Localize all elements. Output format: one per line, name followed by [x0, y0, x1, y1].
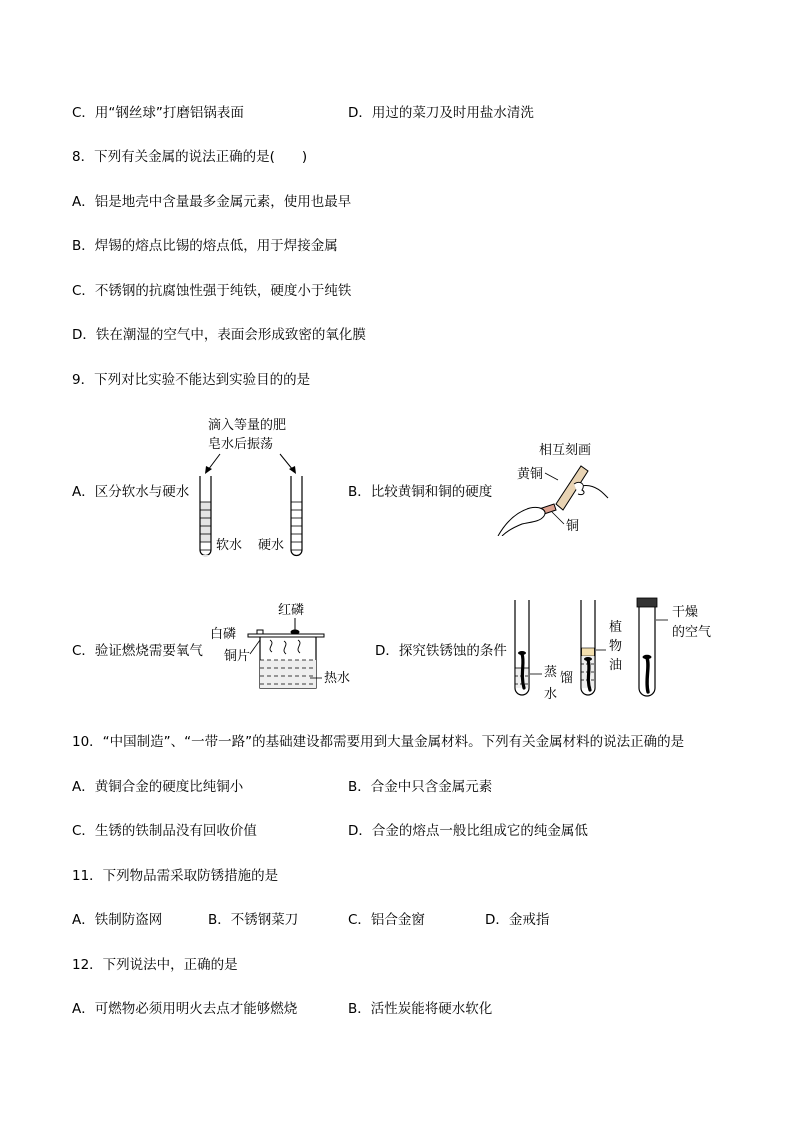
- fig-d-dry-air-1: 干燥: [672, 605, 699, 620]
- q9-option-c: C．验证燃烧需要氧气: [72, 643, 203, 659]
- q10-option-b: B．合金中只含金属元素: [348, 779, 493, 795]
- iron-nail-3: [647, 658, 648, 692]
- q8-option-c: C．不锈钢的抗腐蚀性强于纯铁，硬度小于纯铁: [72, 283, 352, 299]
- fig-c-hot-water-label: 热水: [324, 671, 351, 686]
- q7-option-d: D．用过的菜刀及时用盐水清洗: [348, 105, 534, 121]
- fig-a-arrow-right: [280, 454, 293, 470]
- q8-option-b: B．焊锡的熔点比锡的熔点低，用于焊接金属: [72, 238, 338, 254]
- fig-d-oil-3: 油: [609, 658, 623, 673]
- red-phosphorus: [291, 630, 300, 635]
- fig-d-oil-2: 物: [609, 639, 623, 654]
- test-tube-soft-water: [200, 476, 211, 557]
- q12-option-a: A．可燃物必须用明火去点才能够燃烧: [72, 1001, 298, 1017]
- q8-stem: 8．下列有关金属的说法正确的是( ): [72, 149, 308, 165]
- fig-a-note-line2: 皂水后振荡: [208, 437, 274, 452]
- q8-option-d: D．铁在潮湿的空气中，表面会形成致密的氧化膜: [72, 327, 366, 343]
- tube-vegetable-oil: [581, 600, 595, 695]
- fig-a-arrowhead-right: [289, 466, 296, 474]
- q9-option-a: A．区分软水与硬水: [72, 484, 190, 500]
- q10-option-d: D．合金的熔点一般比组成它的纯金属低: [348, 823, 588, 839]
- q11-option-d: D．金戒指: [485, 912, 550, 928]
- fig-a-note-line1: 滴入等量的肥: [208, 418, 287, 433]
- q9-option-b: B．比较黄铜和铜的硬度: [348, 484, 493, 500]
- fig-d-oil-1: 植: [609, 620, 623, 635]
- fig-c-white-p-label: 白磷: [210, 627, 237, 642]
- q11-stem: 11．下列物品需采取防锈措施的是: [72, 868, 279, 884]
- fig-a-hard-water-label: 硬水: [258, 538, 285, 553]
- figure-combustion-beaker: [206, 596, 356, 696]
- tube-distilled-water: [515, 600, 529, 695]
- figure-soap-water-tubes: [190, 410, 325, 570]
- fig-d-distilled-3: 水: [544, 687, 558, 702]
- iron-nail-1: [522, 654, 524, 688]
- q12-stem: 12．下列说法中，正确的是: [72, 957, 238, 973]
- q11-option-a: A．铁制防盗网: [72, 912, 163, 928]
- q10-stem: 10．“中国制造”、“一带一路”的基础建设都需要用到大量金属材料。下列有关金属材料的说法正确的是: [72, 734, 685, 750]
- q10-option-a: A．黄铜合金的硬度比纯铜小: [72, 779, 244, 795]
- fig-d-distilled-2: 馏: [560, 671, 574, 686]
- lower-hand: [498, 507, 545, 536]
- q11-option-c: C．铝合金窗: [348, 912, 425, 928]
- q12-option-b: B．活性炭能将硬水软化: [348, 1001, 493, 1017]
- tube-stopper: [637, 598, 657, 607]
- q8-option-a: A．铝是地壳中含量最多金属元素，使用也最早: [72, 194, 352, 210]
- q9-option-d: D．探究铁锈蚀的条件: [375, 643, 507, 659]
- q9-stem: 9．下列对比实验不能达到实验目的的是: [72, 372, 311, 388]
- q11-option-b: B．不锈钢菜刀: [208, 912, 299, 928]
- q10-option-c: C．生锈的铁制品没有回收价值: [72, 823, 257, 839]
- fig-d-dry-air-2: 的空气: [672, 625, 712, 640]
- figure-brass-copper-scratch: [496, 436, 611, 536]
- tube-dry-air: [637, 598, 657, 696]
- fig-a-soft-water-label: 软水: [216, 538, 243, 553]
- fig-b-note: 相互刻画: [539, 443, 592, 458]
- fig-d-distilled-1: 蒸: [544, 665, 558, 680]
- q7-option-c: C．用“钢丝球”打磨铝锅表面: [72, 105, 244, 121]
- fig-c-red-p-label: 红磷: [278, 603, 305, 618]
- fig-b-brass-label: 黄铜: [517, 467, 544, 482]
- fig-a-arrowhead-left: [205, 466, 212, 474]
- fig-a-arrow-left: [208, 454, 220, 470]
- fig-c-copper-sheet-label: 铜片: [224, 649, 251, 664]
- test-tube-hard-water: [291, 476, 302, 556]
- fig-b-copper-label: 铜: [566, 519, 580, 534]
- white-phosphorus: [257, 630, 263, 634]
- figure-iron-rusting-tubes: [508, 596, 723, 708]
- iron-nail-2: [588, 660, 590, 690]
